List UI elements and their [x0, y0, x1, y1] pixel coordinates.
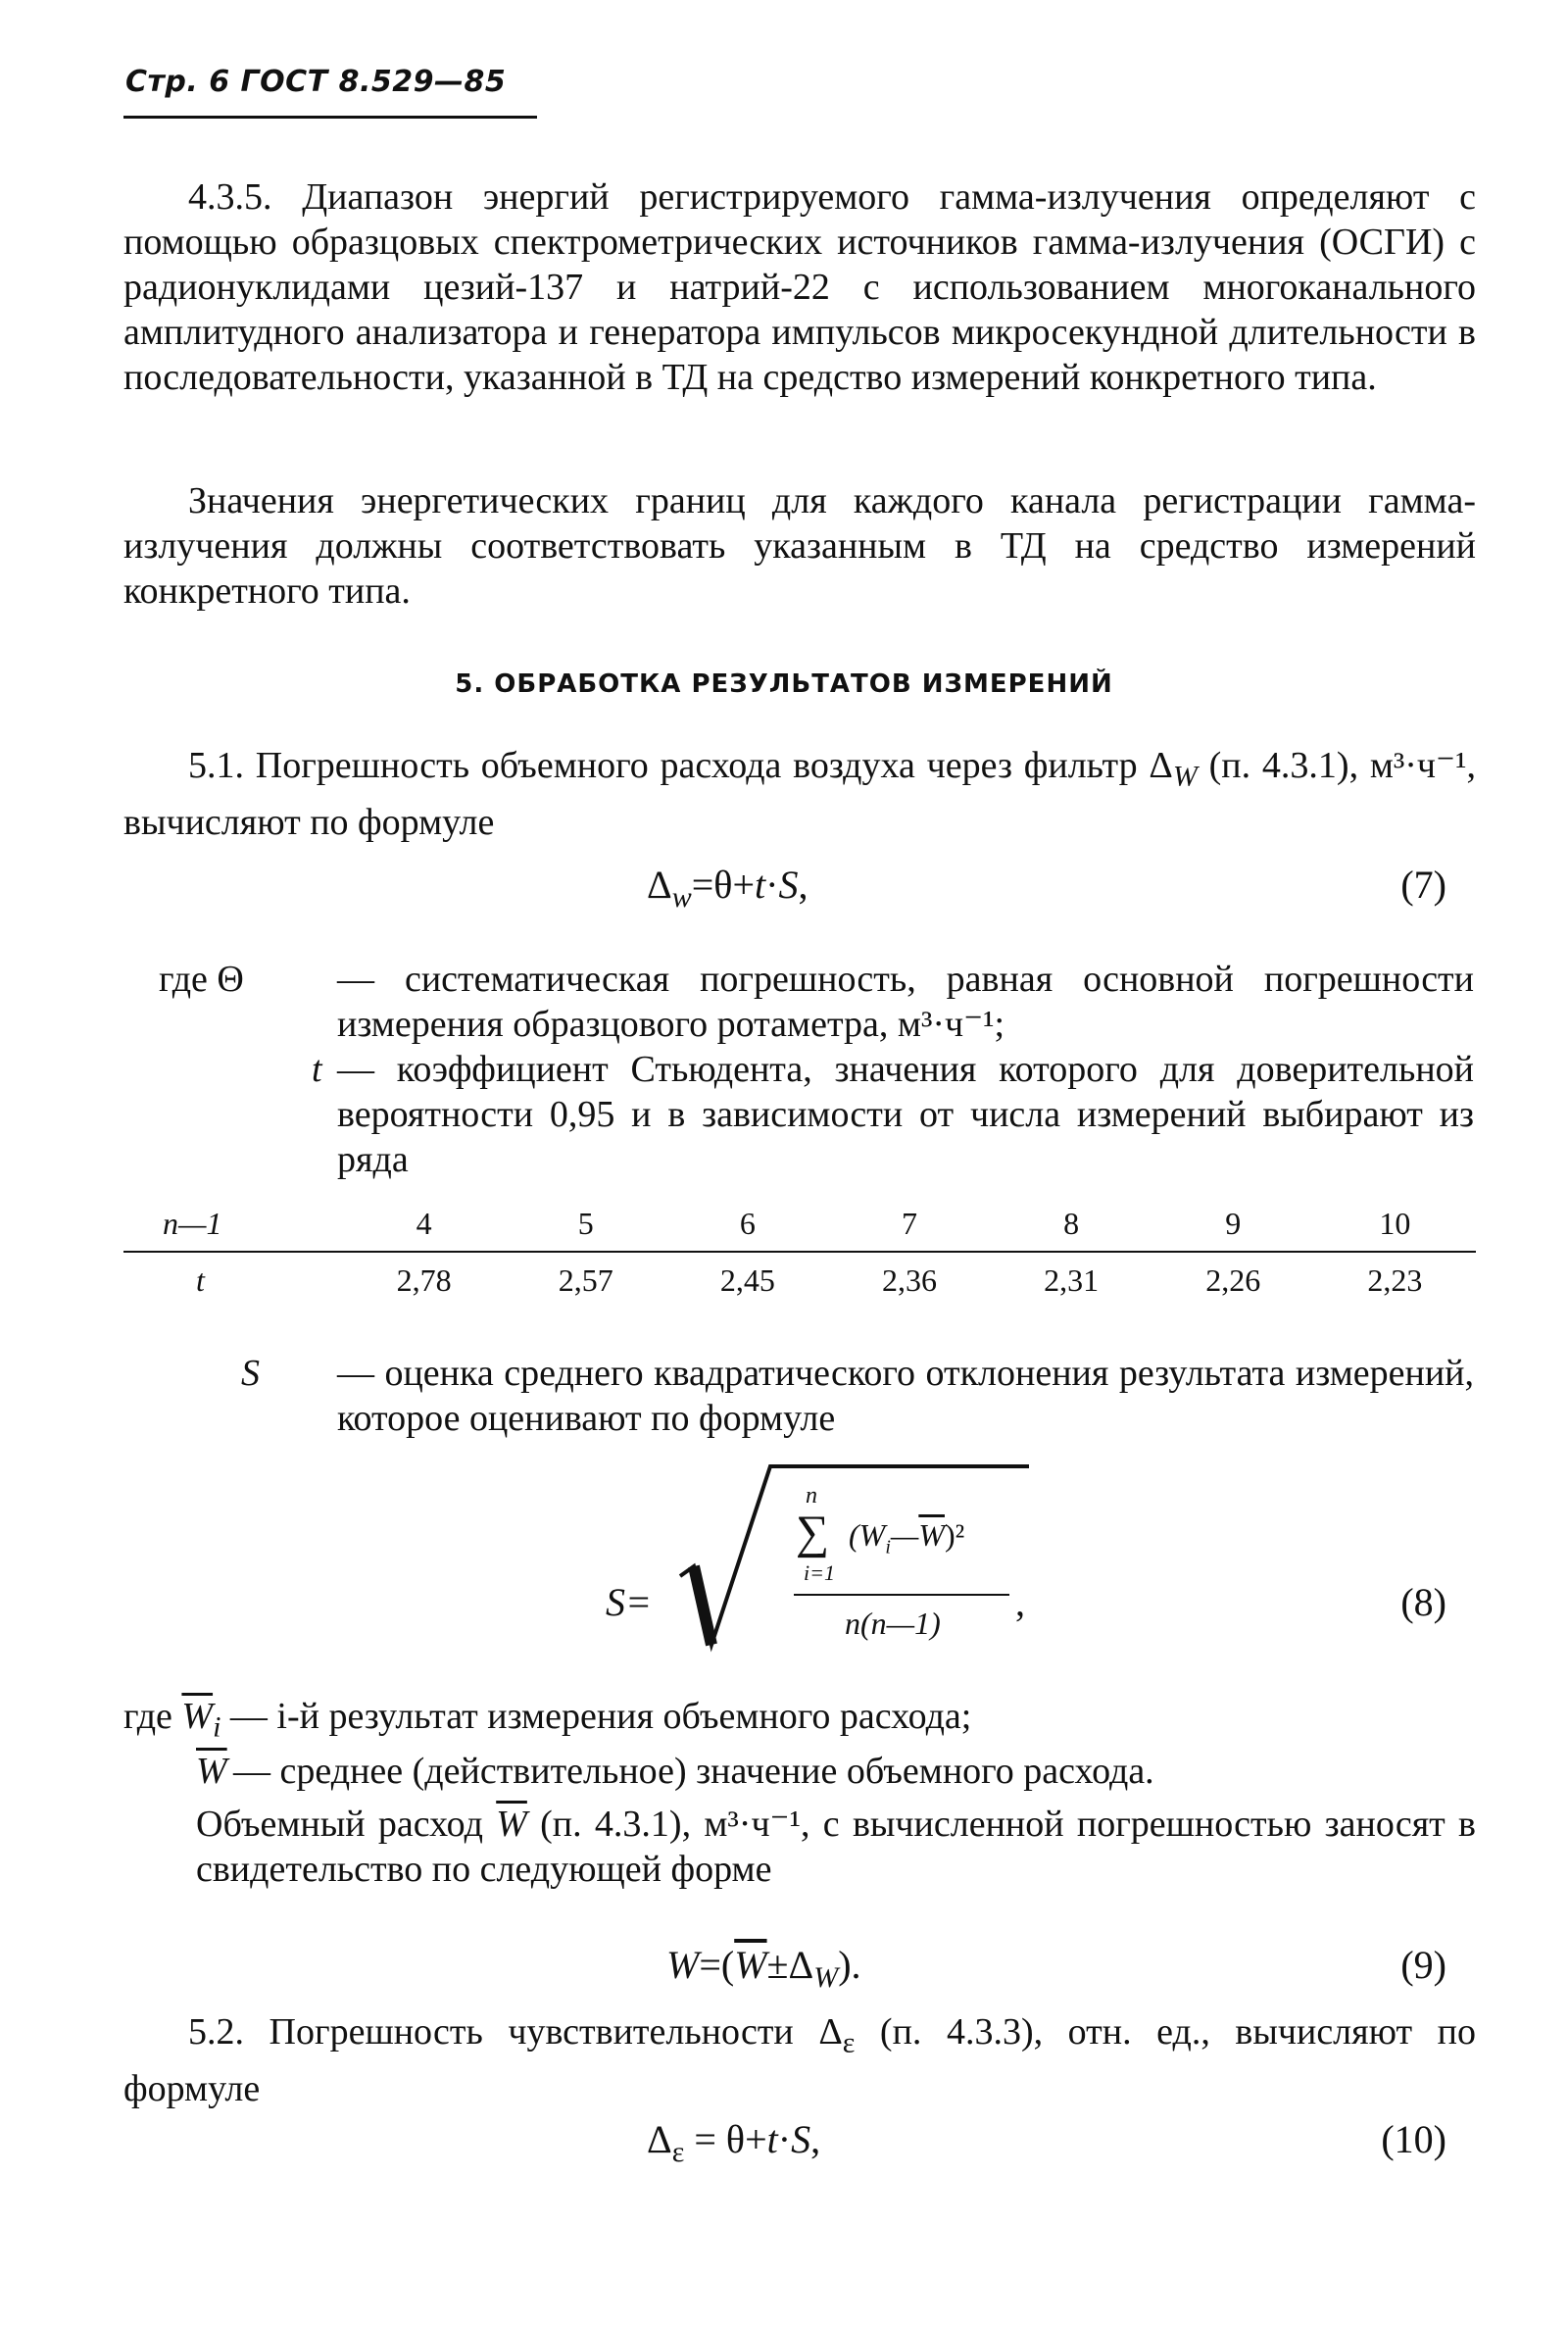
- table-cell: 2,23: [1367, 1261, 1423, 1298]
- eq10-sub: ε: [671, 2136, 685, 2168]
- header-rule: [123, 116, 537, 119]
- eq7-sub: w: [671, 881, 692, 914]
- eq9-mid: =(: [699, 1943, 735, 1987]
- eq8-num-open: (W: [849, 1517, 886, 1553]
- eq8-sum-top: n: [806, 1483, 817, 1509]
- eq7-S: S: [778, 863, 799, 907]
- wi-sub: i: [213, 1710, 221, 1744]
- table-cell: 8: [991, 1196, 1152, 1252]
- eq7-rhs-a: =θ+: [691, 863, 756, 907]
- table-cell: 9: [1152, 1196, 1314, 1252]
- table-row-t: [123, 1252, 1476, 1308]
- eq8-comma: ,: [1015, 1580, 1025, 1624]
- eq9-lhs: W: [666, 1943, 700, 1987]
- table-cell: 7: [828, 1196, 990, 1252]
- eq7-dot: ·: [765, 863, 779, 907]
- t-symbol: t: [312, 1049, 322, 1090]
- equation-7: [647, 863, 808, 920]
- table-cell: 5: [505, 1196, 666, 1252]
- table-cell: 4: [343, 1196, 505, 1252]
- page-header: Стр. 6 ГОСТ 8.529—85: [125, 65, 507, 99]
- theta-symbol: Θ: [217, 959, 244, 1000]
- wi-definition: — i-й результат измерения объемного расхода;: [229, 1696, 972, 1737]
- eq8-num-close: )²: [944, 1517, 965, 1553]
- table-cell: 2,36: [881, 1261, 937, 1298]
- eq8-num-wbar: $\overline{W}$: [918, 1517, 945, 1553]
- wi-symbol: $\overline{W}$: [181, 1696, 214, 1737]
- paragraph-5-1-text: 5.1. Погрешность объемного расхода воздуха через фильтр Δ: [188, 745, 1173, 786]
- eq8-denominator: n(n—1): [845, 1606, 941, 1641]
- wbar-symbol: $\overline{W}$: [196, 1751, 227, 1792]
- defs1-prefix-text: где: [159, 959, 208, 1000]
- paragraph-5-2: [123, 2009, 1476, 2111]
- paragraph-4-3-5-energy: [123, 478, 1476, 614]
- eq8-sum-bottom: i=1: [804, 1560, 835, 1585]
- S-definition: — оценка среднего квадратического отклонения результата измерений, которое оценивают по формуле: [337, 1353, 1474, 1439]
- table-label-t: t: [196, 1261, 205, 1298]
- eq8-fraction-line: [794, 1594, 1009, 1596]
- paragraph-4-3-5: [123, 174, 1476, 400]
- student-coefficient-table: [123, 1196, 1476, 1308]
- eq8-sum-symbol: ∑: [796, 1507, 830, 1558]
- paragraph-5-2-a: 5.2. Погрешность чувствительности Δ: [188, 2011, 843, 2053]
- equation-8-number: (8): [1400, 1580, 1446, 1624]
- equation-7-number: (7): [1400, 863, 1446, 907]
- table-cell: 2,31: [1044, 1261, 1100, 1298]
- defs2-wi: [123, 1694, 971, 1751]
- eq9-pm: ±Δ: [766, 1943, 814, 1987]
- table-cell: 2,78: [396, 1261, 452, 1298]
- defs1-prefix: [159, 957, 244, 1002]
- section-5-title: 5. ОБРАБОТКА РЕЗУЛЬТАТОВ ИЗМЕРЕНИЙ: [455, 669, 1113, 699]
- volume-text-a: Объемный расход: [196, 1804, 497, 1845]
- eq7-delta: Δ: [647, 863, 672, 907]
- paragraph-5-2-sub: ε: [842, 2026, 856, 2059]
- paragraph-5-1-sub: W: [1172, 760, 1198, 793]
- paragraph-5-1: [123, 743, 1476, 845]
- table-cell: 2,45: [719, 1261, 775, 1298]
- volume-text-b: (п. 4.3.1), м³·ч⁻¹, с вычисленной погрешностью заносят в свидетельство по следующей форме: [196, 1804, 1476, 1890]
- eq10-end: ,: [810, 2117, 821, 2161]
- S-symbol: S: [241, 1353, 260, 1394]
- eq7-end: ,: [798, 863, 808, 907]
- equation-10-number: (10): [1381, 2117, 1446, 2161]
- defs2-prefix: где: [123, 1696, 172, 1737]
- eq10-rhs-a: = θ+: [684, 2117, 767, 2161]
- eq10-S: S: [791, 2117, 811, 2161]
- equation-9: [666, 1943, 861, 2001]
- eq9-sub: W: [813, 1961, 839, 1994]
- eq9-end: ).: [838, 1943, 861, 1987]
- equation-9-number: (9): [1400, 1943, 1446, 1987]
- eq8-num-minus: —: [890, 1517, 919, 1553]
- table-row-n: [123, 1196, 1476, 1252]
- paragraph-5-2-b: (п. 4.3.3), отн. ед., вычисляют по формуле: [123, 2011, 1476, 2109]
- paragraph-volume: [196, 1802, 1476, 1892]
- eq10-delta: Δ: [647, 2117, 672, 2161]
- eq7-t: t: [755, 863, 766, 907]
- theta-definition: — систематическая погрешность, равная основной погрешности измерения образцового ротаметра, м³·ч⁻¹;: [337, 959, 1474, 1045]
- eq8-lhs: S=: [606, 1580, 652, 1624]
- volume-wbar: $\overline{W}$: [496, 1804, 527, 1845]
- paragraph-5-1-tail: (п. 4.3.1), м³·ч⁻¹, вычисляют по формуле: [123, 745, 1476, 843]
- table-label-n: n—1: [123, 1196, 343, 1252]
- eq10-t: t: [766, 2117, 778, 2161]
- table-cell: 2,57: [558, 1261, 613, 1298]
- table-cell: 10: [1314, 1196, 1476, 1252]
- eq8-numerator: [849, 1515, 964, 1566]
- eq10-dot: ·: [777, 2117, 792, 2161]
- paragraph-4-3-5-energy-text: Значения энергетических границ для каждого канала регистрации гамма-излучения должны соответствовать указанным в ТД на средство измерений конкретного типа.: [123, 480, 1476, 612]
- eq9-wbar: $\overline{W}$: [734, 1943, 767, 1987]
- table-cell: 2,26: [1205, 1261, 1261, 1298]
- eq8-num-sub: i: [885, 1536, 891, 1558]
- equation-10: [647, 2117, 820, 2175]
- wbar-definition: — среднее (действительное) значение объемного расхода.: [233, 1751, 1154, 1792]
- t-definition: — коэффициент Стьюдента, значения которого для доверительной вероятности 0,95 и в зависимости от числа измерений выбирают из ряда: [337, 1049, 1474, 1180]
- table-cell: 6: [666, 1196, 828, 1252]
- paragraph-4-3-5-text: 4.3.5. Диапазон энергий регистрируемого гамма-излучения определяют с помощью образцовых спектрометрических источников гамма-излучения (ОСГИ) с радионуклидами цезий-137 и натрий-22 с использованием многоканального амплитудного анализатора и генератора импульсов микросекундной длительности в последовательности, указанной в ТД на средство измерений конкретного типа.: [123, 176, 1476, 398]
